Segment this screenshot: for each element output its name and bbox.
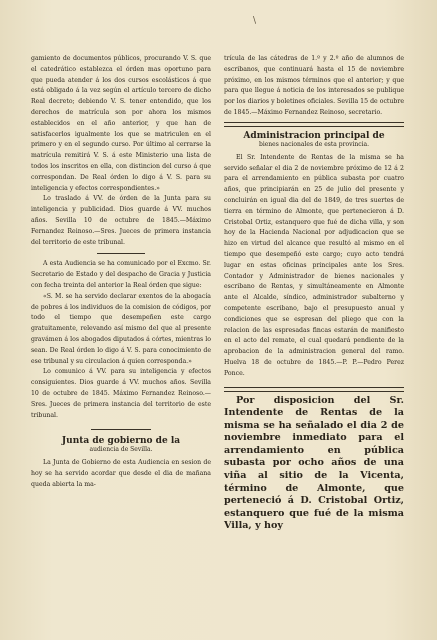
- right-paragraph-1: trícula de las cátedras de 1.º y 2.º año de alumnos de escribanos, que continuará hasta el 15 de noviembre próximo, en los mismos términos que el anterior; y que para que llegue á noticia de los interesados se publique por los diarios y boletines oficiales. Sevilla 15 de octubre de 1845.—Máximo Fernandez Reinoso, secretario.: [224, 55, 404, 116]
- divider: [97, 253, 145, 254]
- left-paragraph-4: «S. M. se ha servido declarar exentos de la abogacía de pobres á los individuos de la comision de códigos, por todo el tiempo que desempeñen este cargo gratuitamente, relevando así mismo del que al presente gravámen á los abogados diputados á córtes, mientras lo sean. De Real órden lo digo á V. S. para conocimiento de ese tribunal y su circulacion á quien corresponda.»: [31, 292, 211, 365]
- left-paragraph-3: A esta Audiencia se ha comunicado por el Excmo. Sr. Secretario de Estado y del despacho de Gracia y Justicia con fecha treinta del anterior la Real órden que sigue:: [31, 260, 211, 289]
- right-paragraph-2: El Sr. Intendente de Rentas de la misma se ha servido señalar el dia 2 de noviembre próximo de 12 á 2 para el arrendamiento en pública subasta por cuatro años, que principiarán en 25 de julio del presente y concluirán en igual dia del de 1849, de tres suertes de tierra en término de Almonte, que pertenecieron á D. Cristobal Ortiz, estanquero que fué de dicha villa, y son hoy de la Hacienda Nacional por adjudicacion que se hizo en virtud del alcance que resultó al mismo en el tiempo que desempeñó este cargo; cuyo acto tendrá lugar en estas oficinas principales ante los Sres. Contador y Administrador de bienes nacionales y escribano de Rentas, y simultáneamente en Almonte ante el Alcalde, síndico, administrador subalterno y competente escribano, bajo el presupuesto anual y condiciones que se espresan del pliego que con la relacion de las espresadas fincas estarán de manifiesto en el acto del remate, el cual quedará pendiente de la aprobacion de la administracion general del ramo. Huelva 18 de octubre de 1845.—P. P.—Pedro Perez Ponce.: [224, 153, 404, 377]
- left-column: [31, 54, 211, 491]
- left-paragraph-1: gamiento de documentos públicos, procurando V. S. que el catedrático establezca el órden mas oportuno para que pueda atender á los dos cursos escolásticos á que está obligado á la vez según el artículo tercero de dicho Real decreto; debiendo V. S. tener entendido, que los derechos de matrícula son por ahora los mismos establecidos en el año anterior, y que han de satisfacerlos igualmente los que se matriculen en el primero y en el segundo curso. Por último al cerrarse la matrícula remitirá V. S. á este Ministerio una lista de todos los inscritos en ella, con distincion del curso á que correspondan. De Real órden lo digo á V. S. para su inteligencia y efectos correspondientes.»: [31, 55, 211, 192]
- right-column: [224, 54, 404, 533]
- auction-notice: Por disposicion del Sr. Intendente de Rentas de la misma se ha señalado el dia 2 de noviembre inmediato para el arrendamiento en pública subasta por ocho años de una viña al sitio de la Vicenta, término de Almonte, que perteneció á D. Cristobal Ortiz, estanquero que fué de la misma Villa, y hoy: [224, 394, 404, 532]
- left-paragraph-2: Lo traslado á VV. de órden de la Junta para su inteligencia y publicidad. Dios guarde á VV. muchos años. Sevilla 10 de octubre de 1845.—Máximo Fernandez Reinoso.—Sres. Jueces de primera instancia del territorio de este tribunal.: [31, 195, 211, 246]
- section-subheading-junta: audiencia de Sevilla.: [89, 446, 153, 454]
- section-subheading-administracion: bienes nacionales de esta provincia.: [258, 140, 370, 148]
- left-paragraph-6: La Junta de Gobierno de esta Audiencia en sesion de hoy se ha servido acordar que desde el dia de mañana queda abierta la ma-: [31, 459, 211, 488]
- divider: [224, 387, 404, 388]
- left-paragraph-5: Lo comunico á VV. para su inteligencia y efectos consiguientes. Dios guarde á VV. muchos años. Sevilla 10 de octubre de 1845. Máximo Fernandez Reinoso.—Sres. Jueces de primera instancia del territorio de este tribunal.: [31, 368, 211, 419]
- section-heading-junta: Junta de gobierno de la: [61, 436, 181, 447]
- divider: [224, 122, 404, 123]
- divider: [224, 126, 404, 127]
- page-mark: \: [253, 16, 257, 26]
- divider: [91, 429, 151, 430]
- divider: [224, 391, 404, 392]
- section-heading-administracion: Administracion principal de: [243, 130, 385, 141]
